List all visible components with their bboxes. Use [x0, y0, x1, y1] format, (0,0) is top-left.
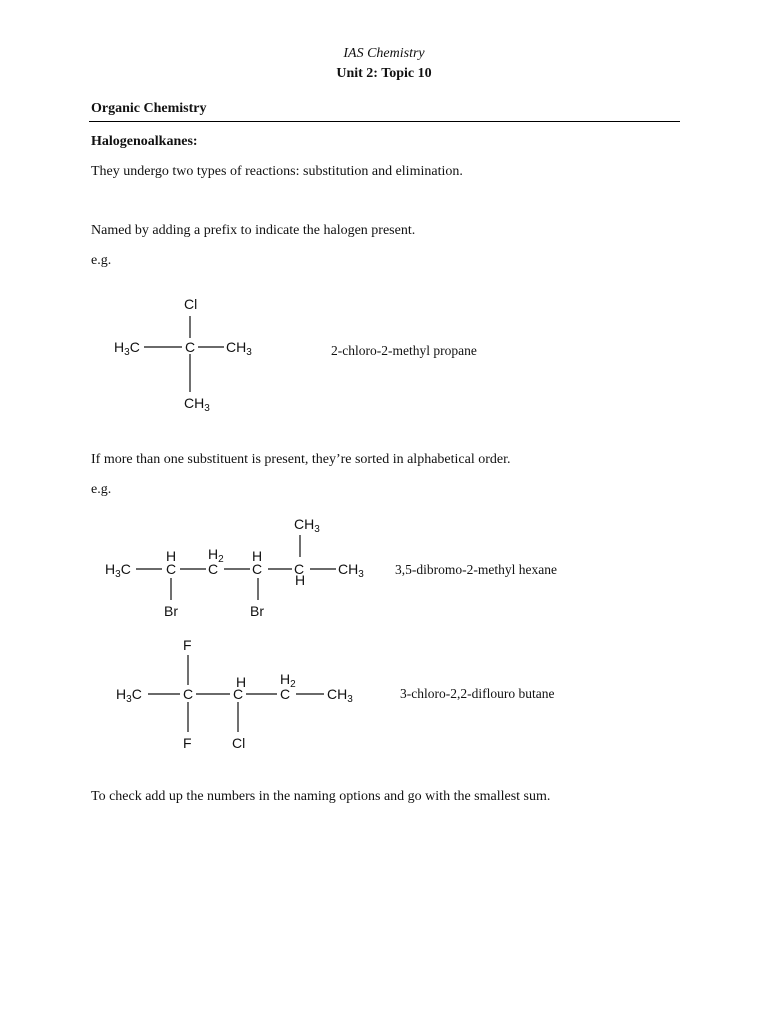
structure-2-chloro-2-methyl-propane	[100, 290, 270, 420]
atom-label: H3C	[114, 339, 140, 358]
section-title: Organic Chemistry	[91, 101, 207, 116]
atom-label: CH3	[294, 516, 320, 535]
atom-label: CH3	[184, 395, 210, 414]
structure-3-5-dibromo-2-methyl-hexane	[100, 510, 380, 625]
atom-label: C	[233, 686, 244, 702]
subheading: Halogenoalkanes:	[91, 134, 198, 149]
paragraph-reactions: They undergo two types of reactions: substitution and elimination.	[91, 164, 463, 179]
atom-label: H	[295, 572, 306, 588]
atom-label: C	[280, 686, 291, 702]
paragraph-alphabetical: If more than one substituent is present, they’re sorted in alphabetical order.	[91, 452, 511, 467]
example-label-2: e.g.	[91, 482, 112, 497]
atom-label: Br	[250, 603, 264, 619]
atom-label: H2	[208, 546, 224, 565]
atom-label: CH3	[226, 339, 252, 358]
atom-label: H2	[280, 671, 296, 690]
atom-label: C	[183, 686, 194, 702]
atom-label: Cl	[184, 296, 198, 312]
atom-label: H	[236, 674, 247, 690]
atom-label: H	[252, 548, 263, 564]
structure-name-2: 3,5-dibromo-2-methyl hexane	[395, 562, 557, 577]
unit-title: Unit 2: Topic 10	[336, 66, 432, 81]
atom-label: CH3	[327, 686, 353, 705]
atom-label: CH3	[338, 561, 364, 580]
atom-label: C	[208, 561, 219, 577]
atom-label: Br	[164, 603, 178, 619]
structure-name-3: 3-chloro-2,2-diflouro butane	[400, 686, 555, 701]
atom-label: Cl	[232, 735, 246, 751]
atom-label: C	[166, 561, 177, 577]
structure-name-1: 2-chloro-2-methyl propane	[331, 343, 477, 358]
atom-label: F	[183, 637, 192, 653]
atom-label: C	[294, 561, 305, 577]
structure-3-chloro-2-2-diflouro-butane	[110, 632, 370, 762]
atom-label: H	[166, 548, 177, 564]
example-label-1: e.g.	[91, 253, 112, 268]
paragraph-naming: Named by adding a prefix to indicate the halogen present.	[91, 223, 416, 238]
atom-label: C	[252, 561, 263, 577]
paragraph-check: To check add up the numbers in the naming options and go with the smallest sum.	[91, 789, 551, 804]
course-title: IAS Chemistry	[343, 46, 425, 61]
atom-label: H3C	[105, 561, 131, 580]
section-divider	[89, 121, 680, 122]
atom-label: C	[185, 339, 196, 355]
atom-label: F	[183, 735, 192, 751]
atom-label: H3C	[116, 686, 142, 705]
